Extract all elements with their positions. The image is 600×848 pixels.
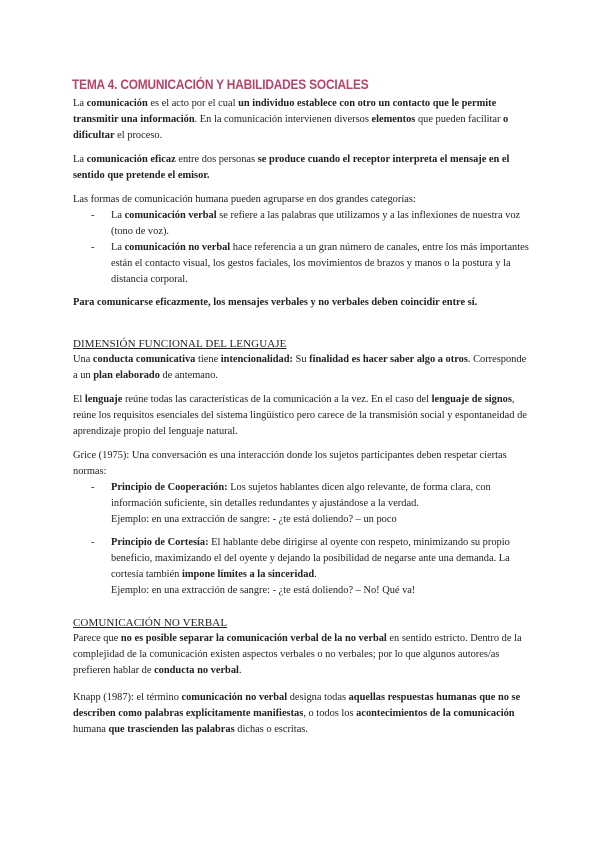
grice-paragraph: Grice (1975): Una conversación es una interacción donde los sujetos participantes deben respetar ciertas normas: xyxy=(73,450,507,477)
list-item-text: La comunicación no verbal hace referencia a un gran número de canales, entre los más importantes están el contacto visual, los gestos faciales, los movimientos de brazos y manos o la postura y la distancia corporal. xyxy=(111,242,529,285)
conclusion-paragraph: Para comunicarse eficazmente, los mensajes verbales y no verbales deben coincidir entre sí. xyxy=(73,297,478,308)
section-heading-dimension: DIMENSIÓN FUNCIONAL DEL LENGUAJE xyxy=(73,338,287,350)
list-item-text: Principio de Cooperación: Los sujetos hablantes dicen algo relevante, de forma clara, con información suficiente, sin detalles redundantes y ajustándose a la verdad. Ejemplo: en una extracción de sangre: - ¿te está doliendo? – un poco xyxy=(111,480,533,528)
noverbal-paragraph-1: Parece que no es posible separar la comunicación verbal de la no verbal en sentido estricto. Dentro de la complejidad de la comunicación existen aspectos verbales o no verbales; por lo que algunos autores/as prefieren hablar de conducta no verbal. xyxy=(73,633,522,676)
list-item-text: Principio de Cortesía: El hablante debe dirigirse al oyente con respeto, minimizando su propio beneficio, maximizando el del oyente y dejando la posibilidad de negarse ante una demanda. La cortesía también impone límites a la sinceridad. Ejemplo: en una extracción de sangre: - ¿te está doliendo? – No! Qué va! xyxy=(111,535,533,599)
page-title: TEMA 4. COMUNICACIÓN Y HABILIDADES SOCIALES xyxy=(72,77,369,92)
document-page: TEMA 4. COMUNICACIÓN Y HABILIDADES SOCIALES La comunicación es el acto por el cual un individuo establece con otro un contacto que le permite transmitir una información. En la comunicación intervienen diversos elementos que pueden facilitar o dificultar el proceso. La comunicación eficaz entre dos personas se produce cuando el receptor interpreta el mensaje en el sentido que pretende el emisor. Las formas de comunicación humana pueden agruparse en dos grandes categorías: - La comunicación verbal se refiere a las palabras que utilizamos y a las inflexiones de nuestra voz (tono de voz). - La comunicación no verbal hace referencia a un gran número de canales, entre los más importantes están el contacto visual, los gestos faciales, los movimientos de brazos y manos o la postura y la distancia corporal. Para comunicarse eficazmente, los mensajes verbales y no verbales deben coincidir entre sí. DIMENSIÓN FUNCIONAL DEL LENGUAJE Una conducta comunicativa tiene intencionalidad: Su finalidad es hacer saber algo a otros. Corresponde a un plan elaborado de antemano. El lenguaje reúne todas las características de la comunicación a la vez. En el caso del lenguaje de signos, reúne los requisitos esenciales del sistema lingüístico pero carece de la transmisión social y espontaneidad de aprendizaje propio del lenguaje natural. Grice (1975): Una conversación es una interacción donde los sujetos participantes deben respetar ciertas normas: - Principio de Cooperación: Los sujetos hablantes dicen algo relevante, de forma clara, con información suficiente, sin detalles redundantes y ajustándose a la verdad. Ejemplo: en una extracción de sangre: - ¿te está doliendo? – un poco - Principio de Cortesía: El hablante debe dirigirse al oyente con respeto, minimizando su propio beneficio, maximizando el del oyente y dejando la posibilidad de negarse ante una demanda. La cortesía también impone límites a la sinceridad. Ejemplo: en una extracción de sangre: - ¿te está doliendo? – No! Qué va! COMUNICACIÓN NO VERBAL Parece que no es posible separar la comunicación verbal de la no verbal en sentido estricto. Dentro de la complejidad de la comunicación existen aspectos verbales o no verbales; por lo que algunos autores/as prefieren hablar de conducta no verbal. Knapp (1987): el término comunicación no verbal designa todas aquellas respuestas humanas que no se describen como palabras explícitamente manifiestas, o todos los acontecimientos de la comunicación humana que trascienden las palabras dichas o escritas. xyxy=(0,0,600,848)
dimension-paragraph-1: Una conducta comunicativa tiene intencionalidad: Su finalidad es hacer saber algo a otros. Corresponde a un plan elaborado de antemano. xyxy=(73,354,527,381)
list-item-text: La comunicación verbal se refiere a las palabras que utilizamos y a las inflexiones de nuestra voz (tono de voz). xyxy=(111,210,521,237)
eficaz-paragraph: La comunicación eficaz entre dos personas se produce cuando el receptor interpreta el mensaje en el sentido que pretende el emisor. xyxy=(73,154,510,181)
dimension-paragraph-2: El lenguaje reúne todas las características de la comunicación a la vez. En el caso del lenguaje de signos, reúne los requisitos esenciales del sistema lingüístico pero carece de la transmisión social y espontaneidad de aprendizaje propio del lenguaje natural. xyxy=(73,394,527,437)
intro-paragraph: La comunicación es el acto por el cual un individuo establece con otro un contacto que le permite transmitir una información. En la comunicación intervienen diversos elementos que pueden facilitar o dificultar el proceso. xyxy=(73,98,509,141)
noverbal-paragraph-2: Knapp (1987): el término comunicación no verbal designa todas aquellas respuestas humanas que no se describen como palabras explícitamente manifiestas, o todos los acontecimientos de la comunicación humana que trascienden las palabras dichas o escritas. xyxy=(73,692,521,735)
formas-lead: Las formas de comunicación humana pueden agruparse en dos grandes categorías: xyxy=(73,194,416,205)
example-text: Ejemplo: en una extracción de sangre: - ¿te está doliendo? – No! Qué va! xyxy=(111,585,416,596)
section-heading-noverbal: COMUNICACIÓN NO VERBAL xyxy=(73,617,228,629)
example-text: Ejemplo: en una extracción de sangre: - ¿te está doliendo? – un poco xyxy=(111,514,397,525)
